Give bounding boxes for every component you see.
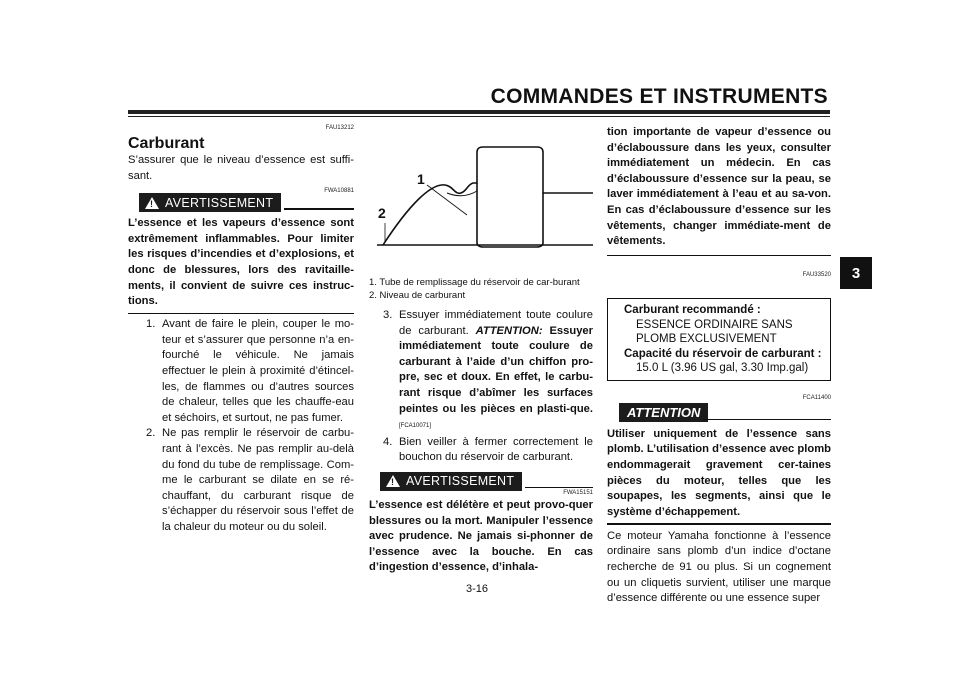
instruction-list-continued — [369, 308, 593, 466]
attention-code: FCA11400 — [802, 394, 831, 401]
attention-text: Utiliser uniquement de l’essence sans plomb. L’utilisation d’essence avec plomb endommagerait gravement cer-taines pièces du moteur, telles que les soupapes, les segments, ainsi que le système d’échappement. — [607, 427, 831, 518]
fuel-spec-box — [607, 298, 831, 381]
list-text: Ne pas remplir le réservoir de carbu-rant à l’excès. Ne pas remplir au-delà du fond du tube de remplissage. Com-me le carburant se dilate en se ré-chauffant, du carburant risque de s’échapper du réservoir sous l’effet de la chaleur du moteur ou du soleil. — [162, 427, 354, 533]
caption-line: 2. Niveau de carburant — [369, 289, 466, 301]
list-text: Avant de faire le plein, couper le mo-teur et s’assurer que personne n’a en-fourché le véhicule. Ne jamais effectuer le plein à proximité d’étincel-les, de flammes ou d’autres sources de chaleur, telles que les chauffe-eau et séchoirs, et surtout, ne pas fumer. — [162, 318, 354, 424]
figure-label-1: 1 — [417, 171, 425, 187]
list-number: 4. — [383, 435, 393, 448]
warning-triangle-icon — [386, 475, 400, 487]
chapter-tab[interactable]: 3 — [840, 257, 872, 289]
section-code: FAU13212 — [325, 125, 354, 131]
section-code: FAU33520 — [802, 272, 831, 279]
left-column — [128, 125, 354, 536]
right-column — [607, 125, 831, 607]
attention-end-rule — [607, 523, 831, 525]
list-item — [146, 317, 354, 426]
inline-code: [FCA10071] — [399, 423, 432, 430]
warning-code: FWA15151 — [563, 489, 593, 496]
warning-badge — [139, 193, 281, 212]
caption-line: 1. Tube de remplissage du réservoir de car-burant — [369, 277, 580, 288]
warning-end-rule — [128, 313, 354, 315]
attention-line — [703, 419, 831, 421]
warning-text: L’essence est délétère et peut provo-quer blessures ou la mort. Manipuler l’essence avec prudence. Ne jamais si-phonner de l’essence avec la bouche. En cas d’ingestion d’essence, d’inhala- — [369, 498, 593, 574]
list-number: 2. — [146, 427, 156, 440]
list-number: 1. — [146, 318, 156, 331]
intro-text: S’assurer que le niveau d’essence est suffi-sant. — [128, 154, 354, 182]
attention-badge: ATTENTION — [619, 403, 708, 422]
figure-caption — [369, 277, 593, 302]
spec-title: Carburant recommandé : — [624, 304, 761, 317]
instruction-list — [128, 317, 354, 535]
warning-line — [284, 208, 354, 210]
spec-value: 15.0 L (3.96 US gal, 3.30 Imp.gal) — [636, 362, 809, 375]
spec-value: ESSENCE ORDINAIRE SANS — [636, 318, 793, 331]
page-header-title: COMMANDES ET INSTRUMENTS — [490, 85, 828, 108]
warning-end-rule — [607, 255, 831, 257]
page-number: 3-16 — [466, 583, 489, 595]
warning-code: FWA10881 — [324, 188, 354, 195]
body-text: Ce moteur Yamaha fonctionne à l’essence ordinaire sans plomb d’un indice d’octane recherche de 91 ou plus. Si un cognement ou un cliquetis survient, utiliser une marque d’essence différente ou une essence super — [607, 529, 831, 605]
warning-header — [128, 190, 354, 212]
spec-title: Capacité du réservoir de carburant : — [624, 347, 822, 360]
fuel-tank-diagram — [369, 125, 593, 277]
warning-triangle-icon — [145, 197, 159, 209]
warning-line — [525, 487, 593, 489]
attention-inline-text: Essuyer immédiatement toute coulure de carburant à l’aide d’un chiffon pro-pre, sec et doux. En effet, le carbu-rant risque d’abîmer les surfaces peintes ou les pièces en plasti-que. — [399, 324, 593, 415]
header-rule-thin — [128, 116, 830, 117]
warning-text: L’essence et les vapeurs d’essence sont extrêmement inflammables. Pour limiter les risques d’incendies et d’explosions, et donc de blessures, lors des ravitaille-ments, il convient de suivre ces instruc-tions. — [128, 217, 354, 308]
warning-label: AVERTISSEMENT — [165, 195, 274, 210]
list-item — [383, 308, 593, 435]
header-rule — [128, 110, 830, 114]
list-item — [146, 426, 354, 535]
attention-header — [607, 403, 831, 425]
list-text: Bien veiller à fermer correctement le bouchon du réservoir de carburant. — [399, 435, 593, 464]
warning-text-continued: tion importante de vapeur d’essence ou d’éclaboussure dans les yeux, consulter immédiatement un médecin. En cas d’éclaboussure d’essence sur la peau, se laver immédiatement à l’eau et au sa-von. En cas d’éclaboussure d’essence sur les vêtements, changer immédiate-ment de vêtements. — [607, 126, 831, 248]
list-text: Essuyer immédiatement toute coulure de carburant. — [399, 309, 593, 337]
spec-value: PLOMB EXCLUSIVEMENT — [636, 333, 777, 346]
list-number: 3. — [383, 309, 393, 321]
warning-header — [369, 468, 593, 494]
middle-column — [369, 125, 593, 576]
attention-inline-label: ATTENTION: — [475, 324, 543, 337]
warning-badge — [380, 472, 522, 491]
fuel-tank-figure — [369, 125, 593, 277]
figure-label-2: 2 — [378, 205, 386, 221]
section-heading: Carburant — [128, 135, 205, 152]
list-item — [383, 435, 593, 466]
warning-label: AVERTISSEMENT — [406, 474, 515, 489]
